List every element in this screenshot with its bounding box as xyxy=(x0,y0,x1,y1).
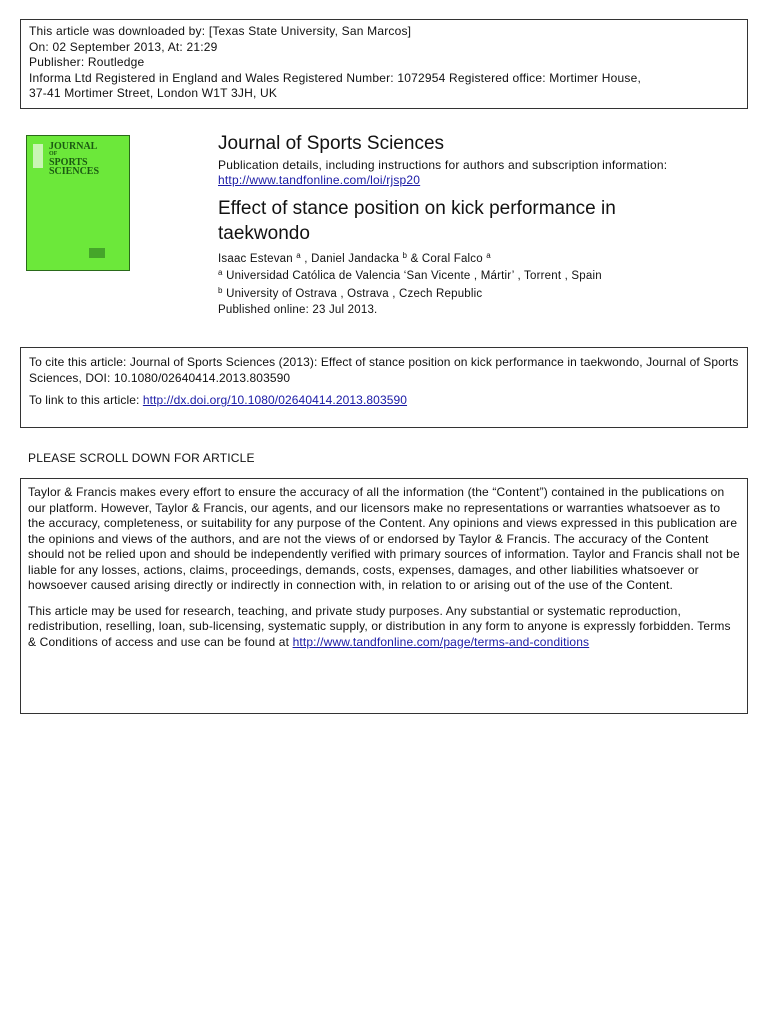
author-name: Daniel Jandacka xyxy=(311,253,400,265)
cover-title-of: OF xyxy=(49,151,58,157)
affiliation-text: University of Ostrava , Ostrava , Czech Republic xyxy=(226,288,483,300)
affiliation-mark: b xyxy=(218,286,223,295)
cover-title-sciences: SCIENCES xyxy=(49,166,100,177)
affiliation-b xyxy=(218,285,738,303)
article-link-label: To link to this article: xyxy=(29,393,143,407)
journal-title: Journal of Sports Sciences xyxy=(218,133,445,154)
usage-terms-paragraph xyxy=(28,604,740,651)
affiliation-mark: a xyxy=(218,268,223,277)
article-title xyxy=(218,196,738,246)
affiliation-a xyxy=(218,267,738,285)
published-date: Published online: 23 Jul 2013. xyxy=(218,304,378,316)
terms-conditions-link[interactable]: http://www.tandfonline.com/page/terms-and-conditions xyxy=(292,634,590,649)
doi-link[interactable]: http://dx.doi.org/10.1080/02640414.2013.803590 xyxy=(142,393,408,407)
author-separator: , xyxy=(300,253,312,265)
cover-title-journal: JOURNAL xyxy=(49,141,98,152)
download-date-line: On: 02 September 2013, At: 21:29 xyxy=(29,39,218,54)
publication-details-text: Publication details, including instructions for authors and subscription information: xyxy=(218,158,668,172)
author-affiliation-mark: a xyxy=(296,251,301,260)
article-title-line2: taekwondo xyxy=(218,223,310,244)
publisher-line: Publisher: Routledge xyxy=(29,55,145,69)
author-separator: & xyxy=(407,253,422,265)
disclaimer-paragraph: Taylor & Francis makes every effort to ensure the accuracy of all the information (the “Content”) contained in the publications on our platform. However, Taylor & Francis, our agents, and our licensors make no representations or warranties whatsoever as to the accuracy, completeness, or suitability for any purpose of the Content. Any opinions and views expressed in this publication are the opinions and views of the authors, and are not the views of or endorsed by Taylor & Francis. The accuracy of the Content should not be relied upon and should be independently verified with primary sources of information. Taylor and Francis shall not be liable for any losses, actions, claims, proceedings, demands, costs, expenses, damages, and other liabilities whatsoever or howsoever caused arising directly or indirectly in connection with, in relation to or arising out of the use of the Content. xyxy=(28,485,740,592)
author-affiliation-mark: a xyxy=(486,251,491,260)
citation-box xyxy=(20,347,748,428)
registration-line: Informa Ltd Registered in England and Wales Registered Number: 1072954 Registered office: Mortimer House, xyxy=(29,70,641,85)
cover-publisher-logo-icon xyxy=(89,248,105,258)
affiliation-text: Universidad Católica de Valencia ‘San Vicente , Mártir’ , Torrent , Spain xyxy=(226,270,602,282)
citation-text: To cite this article: Journal of Sports Sciences (2013): Effect of stance position on kick performance in taekwondo, Journal of Sports Sciences, DOI: 10.1080/02640414.2013.803590 xyxy=(29,355,739,385)
cover-title-sports: SPORTS xyxy=(49,157,88,168)
article-link-line xyxy=(29,393,739,407)
journal-info-block xyxy=(218,132,738,317)
author-name: Isaac Estevan xyxy=(218,253,293,265)
journal-url-link[interactable]: http://www.tandfonline.com/loi/rjsp20 xyxy=(218,173,421,187)
usage-terms-text: This article may be used for research, teaching, and private study purposes. Any substantial or systematic reproduction, redistribution, reselling, loan, sub-licensing, systematic supply, or distribution in any form to anyone is expressly forbidden. Terms & Conditions of access and use can be found at xyxy=(28,603,731,649)
download-source-line: This article was downloaded by: [Texas State University, San Marcos] xyxy=(29,24,412,38)
cover-side-strip xyxy=(33,144,43,168)
download-info-box xyxy=(20,19,748,109)
scroll-down-note: PLEASE SCROLL DOWN FOR ARTICLE xyxy=(28,451,255,465)
address-line: 37-41 Mortimer Street, London W1T 3JH, UK xyxy=(29,86,278,100)
author-affiliation-mark: b xyxy=(402,251,408,260)
cover-title xyxy=(49,142,125,176)
author-list xyxy=(218,251,738,267)
terms-disclaimer-box xyxy=(20,478,748,714)
author-name: Coral Falco xyxy=(421,253,483,265)
publication-details xyxy=(218,158,738,188)
article-title-line1: Effect of stance position on kick performance in xyxy=(218,198,616,219)
journal-cover-image xyxy=(26,135,130,271)
